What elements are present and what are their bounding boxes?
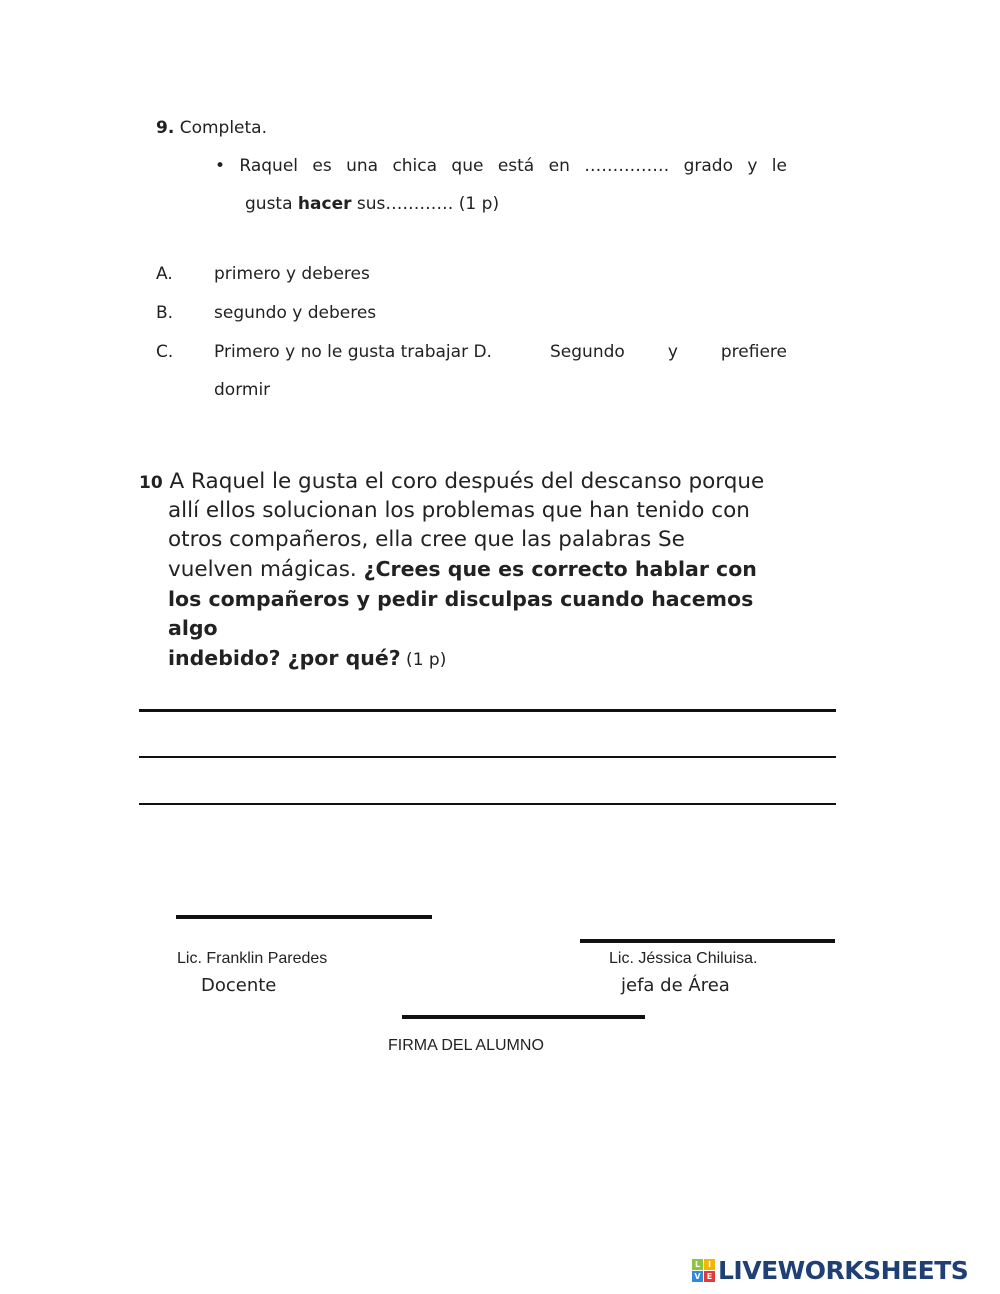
logo-text: LIVEWORKSHEETS: [718, 1256, 969, 1285]
question-10: [139, 467, 764, 499]
word: Segundo: [550, 342, 625, 362]
student-signature-label: FIRMA DEL ALUMNO: [388, 1037, 544, 1054]
option-text: segundo y deberes: [214, 303, 377, 323]
option-letter: B.: [156, 303, 174, 323]
word: y: [747, 156, 758, 176]
option-c[interactable]: [156, 342, 492, 362]
signature-line-teacher: [176, 915, 432, 919]
teacher-role: Docente: [201, 975, 277, 996]
option-d-continuation: dormir: [214, 380, 271, 400]
bullet: •: [215, 156, 226, 176]
question-text: otros compañeros, ella cree que las palabras Se: [168, 527, 685, 552]
option-d[interactable]: [550, 342, 787, 362]
question-number: 9.: [156, 118, 175, 138]
signature-line-student: [402, 1015, 645, 1019]
question-title: Completa.: [179, 118, 267, 138]
word: prefiere: [720, 342, 787, 362]
tile: I: [704, 1259, 715, 1270]
word: le: [771, 156, 787, 176]
word: y: [667, 342, 678, 362]
word: Raquel: [239, 156, 299, 176]
bold-text: indebido? ¿por qué?: [168, 646, 401, 670]
question-text: allí ellos solucionan los problemas que han tenido con: [168, 498, 750, 523]
question-9-statement-line1: [215, 156, 787, 176]
word: es: [312, 156, 332, 176]
blank: ……………: [584, 156, 670, 176]
word: que: [451, 156, 484, 176]
text: vuelven mágicas.: [168, 557, 364, 582]
question-9-header: [156, 118, 267, 138]
question-text: [168, 644, 446, 676]
option-text: Primero y no le gusta trabajar D.: [214, 342, 492, 362]
option-letter: C.: [156, 342, 174, 362]
option-b[interactable]: [156, 303, 377, 323]
word: en: [548, 156, 570, 176]
text: sus………… (1 p): [351, 194, 500, 214]
tile: L: [692, 1259, 703, 1270]
word: chica: [392, 156, 438, 176]
option-a[interactable]: [156, 264, 370, 284]
head-name: Lic. Jéssica Chiluisa.: [609, 950, 758, 967]
teacher-name: Lic. Franklin Paredes: [177, 950, 328, 967]
word: grado: [683, 156, 733, 176]
question-text: [168, 555, 757, 585]
signature-line-head: [580, 939, 835, 943]
answer-line-1[interactable]: [139, 709, 836, 712]
tile: E: [704, 1271, 715, 1282]
liveworksheets-logo: [692, 1256, 968, 1285]
answer-line-3[interactable]: [139, 803, 836, 805]
option-text: primero y deberes: [214, 264, 370, 284]
bold-text: ¿Crees que es correcto hablar con: [363, 557, 757, 581]
bold-text: hacer: [297, 194, 352, 214]
word: una: [346, 156, 379, 176]
word: está: [497, 156, 535, 176]
question-text: A Raquel le gusta el coro después del descanso porque: [169, 469, 765, 494]
logo-tiles-icon: [692, 1259, 715, 1282]
text: gusta: [245, 194, 298, 214]
question-number: 10: [139, 473, 163, 493]
points: (1 p): [400, 650, 447, 670]
tile: V: [692, 1271, 703, 1282]
bold-text: algo: [168, 616, 218, 640]
head-role: jefa de Área: [621, 975, 730, 996]
question-9-statement-line2: [245, 194, 499, 214]
bold-text: los compañeros y pedir disculpas cuando hacemos: [168, 587, 754, 611]
option-letter: A.: [156, 264, 173, 284]
answer-line-2[interactable]: [139, 756, 836, 758]
